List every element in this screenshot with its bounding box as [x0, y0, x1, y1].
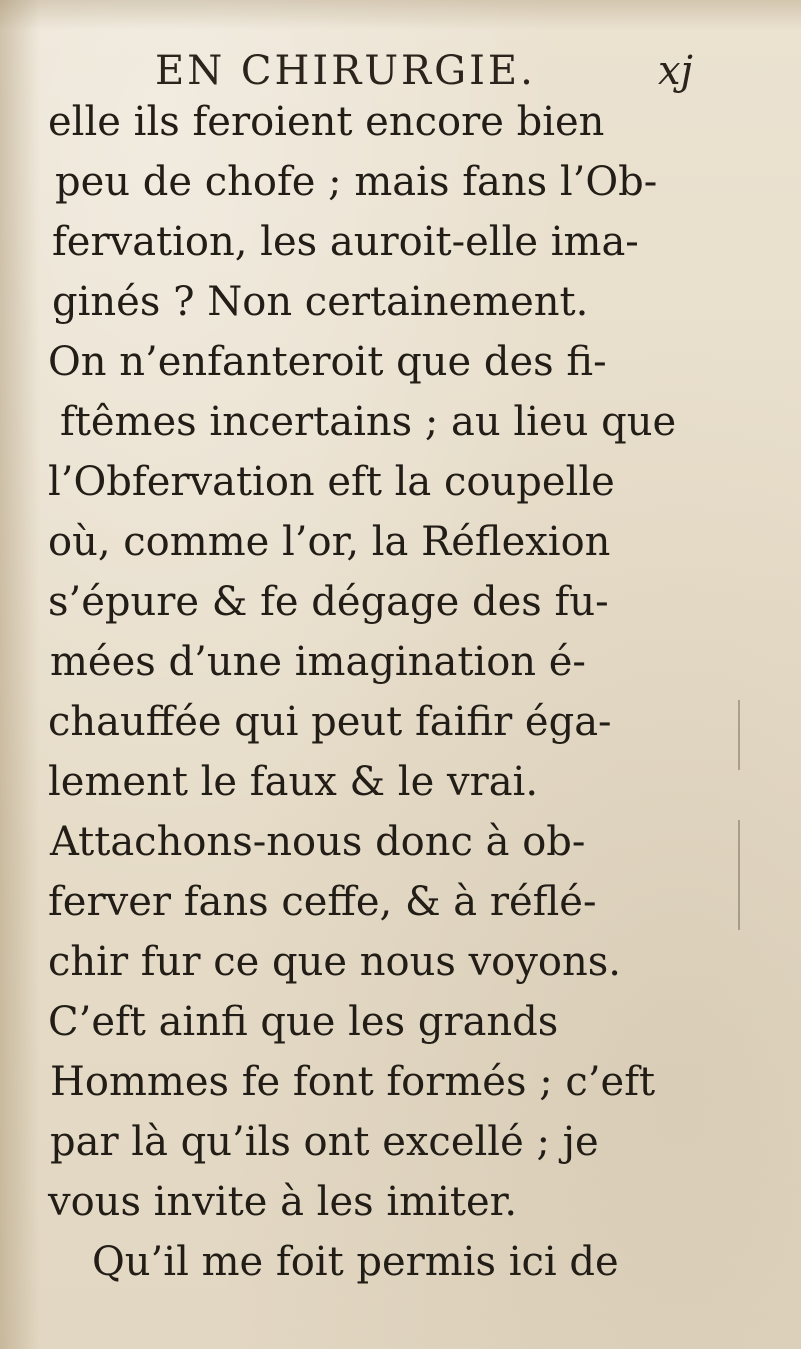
running-title: EN CHIRURGIE. [155, 48, 536, 94]
text-line-2: peu de chofe ; mais fans l’Ob- [55, 159, 658, 205]
text-line-6: ftêmes incertains ; au lieu que [60, 399, 677, 445]
text-line-19: vous invite à les imiter. [48, 1179, 518, 1225]
text-line-3: fervation, les auroit-elle ima- [52, 219, 639, 265]
text-line-12: lement le faux & le vrai. [48, 759, 539, 805]
text-line-8: où, comme l’or, la Réflexion [48, 519, 611, 565]
margin-mark [738, 820, 740, 930]
text-line-18: par là qu’ils ont excellé ; je [50, 1119, 599, 1165]
page-edge-shadow [0, 0, 40, 1349]
text-line-9: s’épure & fe dégage des fu- [48, 579, 609, 625]
text-line-14: ferver fans ceffe, & à réflé- [48, 879, 597, 925]
text-line-5: On n’enfanteroit que des fi- [48, 339, 607, 385]
text-line-4: ginés ? Non certainement. [52, 279, 589, 325]
text-line-15: chir fur ce que nous voyons. [48, 939, 621, 985]
text-line-13: Attachons-nous donc à ob- [50, 819, 586, 865]
text-line-10: mées d’une imagination é- [50, 639, 586, 685]
text-line-7: l’Obfervation eft la coupelle [48, 459, 615, 505]
text-line-11: chauffée qui peut faifir éga- [48, 699, 612, 745]
text-line-16: C’eft ainfi que les grands [48, 999, 559, 1045]
text-line-20: Qu’il me foit permis ici de [92, 1239, 619, 1285]
page-folio: xj [658, 48, 693, 94]
page-top-shadow [0, 0, 801, 30]
margin-mark [738, 700, 740, 770]
text-line-17: Hommes fe font formés ; c’eft [50, 1059, 656, 1105]
text-line-1: elle ils feroient encore bien [48, 99, 605, 145]
